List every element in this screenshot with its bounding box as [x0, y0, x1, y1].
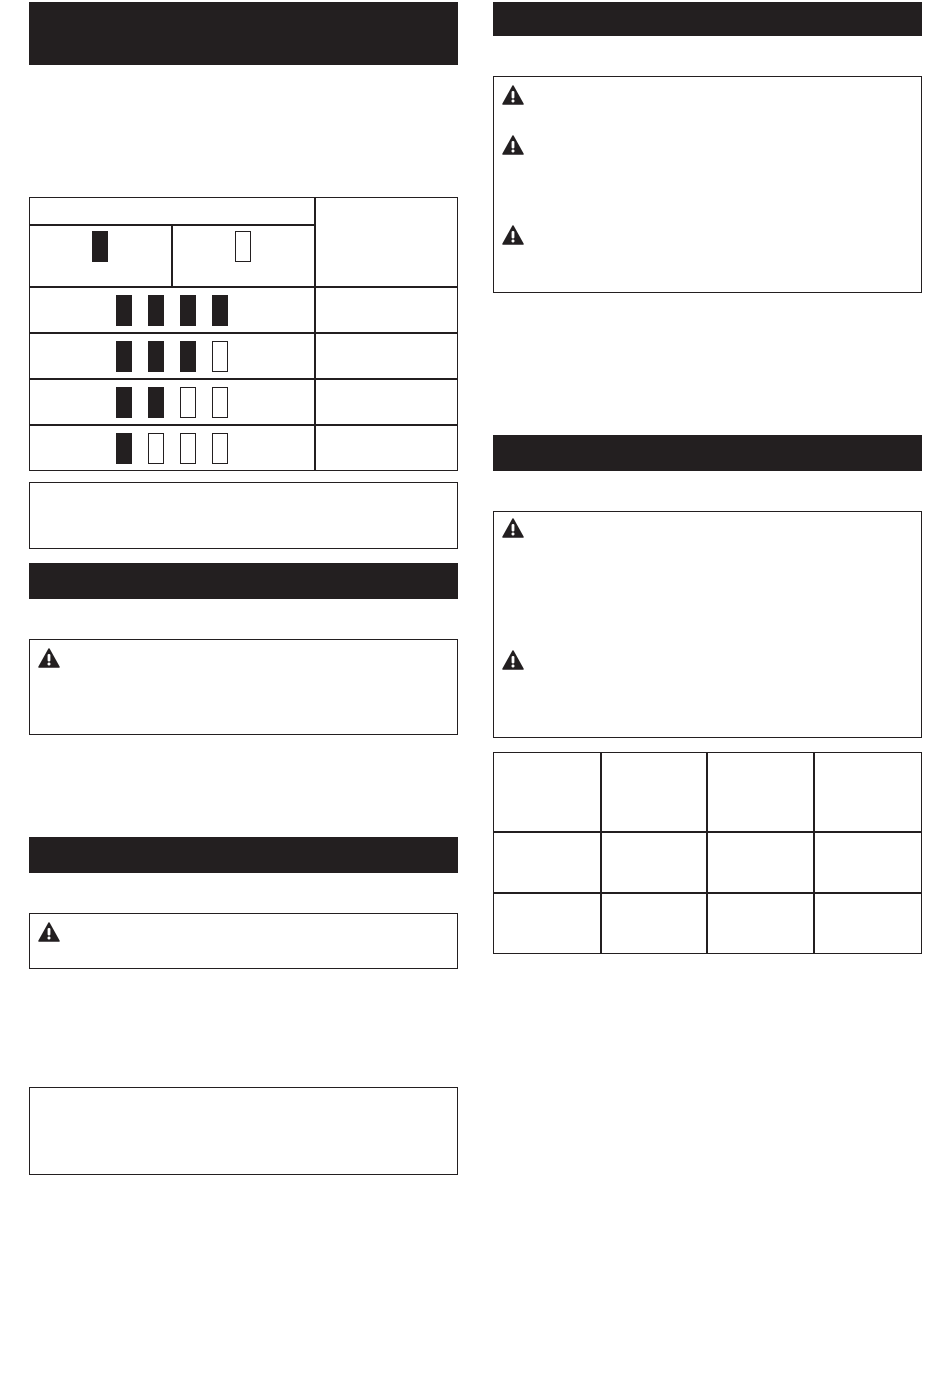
table-rule: [30, 224, 315, 226]
warning-triangle-icon: [38, 648, 60, 668]
indicator-lamp-lit-icon: [180, 341, 196, 372]
warning-triangle-icon: [502, 135, 524, 155]
table-rule: [494, 892, 921, 894]
table-rule: [314, 198, 316, 470]
warning-triangle-icon: [502, 225, 524, 245]
indicator-lamp-unlit-icon: [180, 387, 196, 418]
indicator-lamp-lit-icon: [148, 295, 164, 326]
caution-box: [29, 913, 458, 969]
warning-triangle-icon: [502, 85, 524, 105]
warning-triangle-icon: [502, 650, 524, 670]
indicator-lamp-unlit-icon: [180, 433, 196, 464]
table-rule: [813, 753, 815, 953]
table-rule: [30, 424, 457, 426]
section-heading-bar-3: [29, 837, 458, 873]
indicator-lamp-lit-icon: [180, 295, 196, 326]
battery-indicator-table: [29, 197, 458, 471]
spec-table: [493, 752, 922, 954]
note-box: [29, 1087, 458, 1175]
indicator-lamp-unlit-icon: [148, 433, 164, 464]
indicator-lamp-unlit-icon: [212, 387, 228, 418]
section-heading-bar-5: [493, 435, 922, 471]
caution-box: [493, 76, 922, 293]
indicator-lamp-unlit-icon: [235, 231, 251, 262]
table-rule: [171, 224, 173, 286]
table-rule: [30, 286, 457, 288]
indicator-lamp-lit-icon: [212, 295, 228, 326]
table-rule: [494, 831, 921, 833]
indicator-lamp-lit-icon: [116, 433, 132, 464]
section-heading-bar-4: [493, 2, 922, 36]
note-box: [29, 482, 458, 549]
indicator-lamp-lit-icon: [116, 295, 132, 326]
indicator-lamp-unlit-icon: [212, 433, 228, 464]
warning-triangle-icon: [38, 922, 60, 942]
table-rule: [600, 753, 602, 953]
table-rule: [30, 332, 457, 334]
indicator-lamp-unlit-icon: [212, 341, 228, 372]
indicator-lamp-lit-icon: [92, 231, 108, 262]
indicator-lamp-lit-icon: [116, 341, 132, 372]
caution-box: [29, 639, 458, 735]
indicator-lamp-lit-icon: [116, 387, 132, 418]
indicator-lamp-lit-icon: [148, 387, 164, 418]
warning-triangle-icon: [502, 518, 524, 538]
indicator-lamp-lit-icon: [148, 341, 164, 372]
table-rule: [30, 378, 457, 380]
table-rule: [706, 753, 708, 953]
caution-box: [493, 511, 922, 738]
section-heading-bar-2: [29, 563, 458, 599]
section-heading-bar-1: [29, 2, 458, 65]
